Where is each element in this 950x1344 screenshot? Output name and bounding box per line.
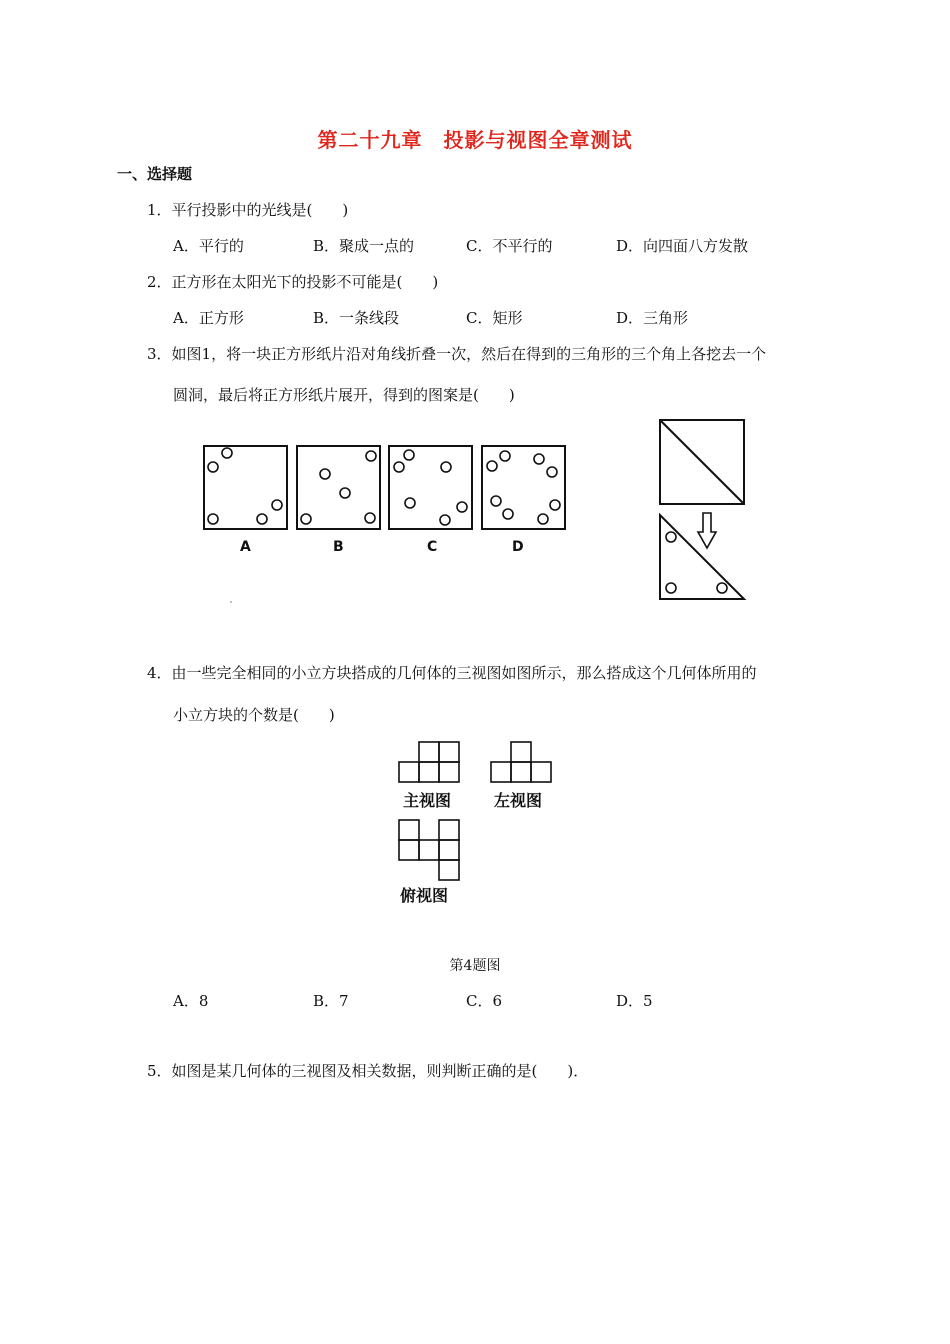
top-view [399, 820, 459, 880]
question-4-option-c: C．6 [466, 992, 503, 1010]
figure-label-c: C [427, 539, 438, 555]
question-1-option-b: B．聚成一点的 [313, 237, 415, 255]
question-2-option-a: A．正方形 [173, 309, 244, 327]
question-3-stem-line2: 圆洞，最后将正方形纸片展开，得到的图案是( ) [173, 386, 515, 404]
question-2-option-c: C．矩形 [466, 309, 523, 327]
figure-4-caption: 第4题图 [449, 958, 501, 974]
section-heading: 一、选择题 [117, 165, 193, 183]
question-1-option-c: C．不平行的 [466, 237, 553, 255]
figure-label-b: B [333, 539, 344, 555]
front-view [399, 742, 459, 782]
question-4-stem-line1: 4．由一些完全相同的小立方块搭成的几何体的三视图如图所示，那么搭成这个几何体所用的 [147, 664, 757, 682]
side-view [491, 742, 551, 782]
front-view-label: 主视图 [403, 791, 452, 810]
figure-label-d: D [512, 539, 524, 555]
figure-label-a: A [240, 539, 251, 555]
question-2-option-b: B．一条线段 [313, 309, 400, 327]
page-title: 第二十九章 投影与视图全章测试 [317, 128, 633, 152]
top-view-label: 俯视图 [400, 886, 449, 905]
side-view-label: 左视图 [494, 791, 543, 810]
question-5-stem: 5．如图是某几何体的三视图及相关数据，则判断正确的是( )． [147, 1062, 589, 1080]
question-3-stem-line1: 3．如图1，将一块正方形纸片沿对角线折叠一次，然后在得到的三角形的三个角上各挖去一个 [147, 345, 767, 363]
question-1-stem: 1．平行投影中的光线是( ) [147, 201, 349, 219]
question-4-stem-line2: 小立方块的个数是( ) [173, 706, 335, 724]
question-4-option-d: D．5 [616, 992, 653, 1010]
question-2-stem: 2．正方形在太阳光下的投影不可能是( ) [147, 273, 439, 291]
question-1-option-a: A．平行的 [173, 237, 244, 255]
question-4-option-b: B．7 [313, 992, 349, 1010]
question-4-option-a: A．8 [173, 992, 209, 1010]
question-1-option-d: D．向四面八方发散 [616, 237, 749, 255]
question-2-option-d: D．三角形 [616, 309, 689, 327]
